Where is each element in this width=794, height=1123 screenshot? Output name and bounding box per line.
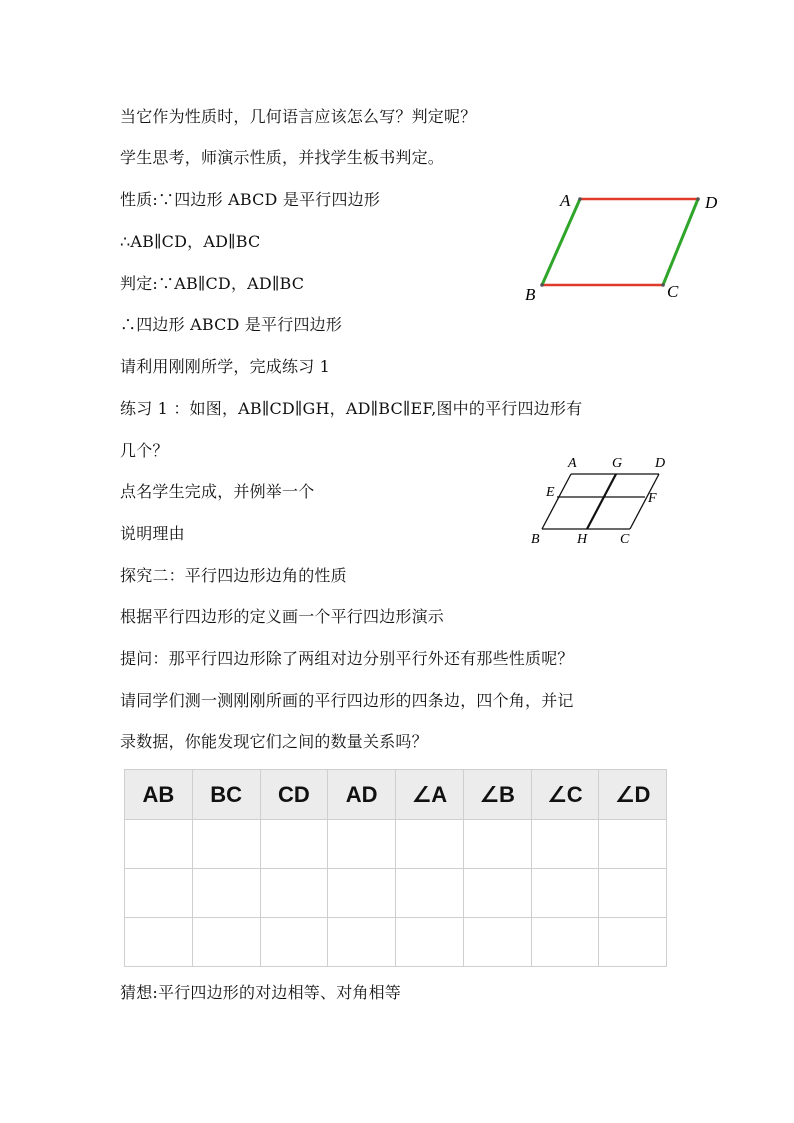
measurement-table <box>124 769 667 967</box>
table-cell <box>531 869 599 918</box>
table-cell <box>328 820 396 869</box>
grid-parallelogram-figure <box>525 450 685 550</box>
text-line-10: 点名学生完成，并例举一个 <box>120 482 315 501</box>
text-line-15: 请同学们测一测刚刚所画的平行四边形的四条边，四个角，并记 <box>120 691 574 710</box>
table-cell <box>125 869 193 918</box>
text-line-9: 几个？ <box>120 441 169 460</box>
table-cell <box>463 820 531 869</box>
label-b2: B <box>531 532 540 547</box>
vertex-a <box>578 197 582 201</box>
label-e: E <box>546 485 555 500</box>
label-c2: C <box>620 532 630 547</box>
text-line-6: ∴四边形 ABCD 是平行四边形 <box>120 315 343 334</box>
text-line-13: 根据平行四边形的定义画一个平行四边形演示 <box>120 607 445 626</box>
table-cell <box>396 820 464 869</box>
label-g: G <box>612 456 623 471</box>
header-ab: AB <box>125 770 193 820</box>
text-line-16: 录数据，你能发现它们之间的数量关系吗？ <box>120 732 428 751</box>
table-cell <box>463 869 531 918</box>
header-angle-c: ∠C <box>531 770 599 820</box>
text-line-7: 请利用刚刚所学，完成练习 1 <box>120 357 331 376</box>
text-line-2: 学生思考，师演示性质，并找学生板书判定。 <box>120 148 445 167</box>
table-cell <box>260 918 328 967</box>
text-line-11: 说明理由 <box>120 524 185 543</box>
table-cell <box>125 820 193 869</box>
table-cell <box>192 918 260 967</box>
table-row <box>125 869 667 918</box>
header-bc: BC <box>192 770 260 820</box>
line-ab <box>542 474 571 529</box>
text-line-12: 探究二：平行四边形边角的性质 <box>120 566 347 585</box>
table-cell <box>531 918 599 967</box>
table-cell <box>599 820 667 869</box>
label-a: A <box>560 191 571 210</box>
text-line-4: ∴AB∥CD，AD∥BC <box>120 232 261 251</box>
vertex-b <box>540 283 544 287</box>
line-gh <box>587 474 616 529</box>
table-cell <box>192 869 260 918</box>
table-cell <box>260 869 328 918</box>
vertex-c <box>661 283 665 287</box>
label-d2: D <box>655 456 666 471</box>
table-cell <box>396 869 464 918</box>
table-cell <box>599 918 667 967</box>
table-cell <box>260 820 328 869</box>
text-line-17: 猜想:平行四边形的对边相等、对角相等 <box>120 983 401 1002</box>
text-line-1: 当它作为性质时，几何语言应该怎么写？判定呢？ <box>120 107 477 126</box>
header-cd: CD <box>260 770 328 820</box>
text-line-5: 判定:∵AB∥CD，AD∥BC <box>120 274 305 293</box>
vertex-d <box>696 197 700 201</box>
label-h: H <box>577 532 588 547</box>
text-line-8: 练习 1 ：如图，AB∥CD∥GH，AD∥BC∥EF,图中的平行四边形有 <box>120 399 583 418</box>
table-cell <box>463 918 531 967</box>
header-ad: AD <box>328 770 396 820</box>
label-a2: A <box>568 456 577 471</box>
side-dc <box>663 199 698 285</box>
label-b: B <box>525 285 536 304</box>
header-angle-d: ∠D <box>599 770 667 820</box>
table-cell <box>328 918 396 967</box>
side-ab <box>542 199 580 285</box>
label-d: D <box>705 193 718 212</box>
table-row <box>125 918 667 967</box>
label-c: C <box>667 282 679 301</box>
table-row <box>125 820 667 869</box>
header-angle-b: ∠B <box>463 770 531 820</box>
label-f: F <box>648 491 657 506</box>
text-line-3: 性质:∵四边形 ABCD 是平行四边形 <box>120 190 381 209</box>
header-angle-a: ∠A <box>396 770 464 820</box>
table-cell <box>531 820 599 869</box>
parallelogram-figure <box>520 185 730 305</box>
table-cell <box>192 820 260 869</box>
table-cell <box>328 869 396 918</box>
text-line-14: 提问：那平行四边形除了两组对边分别平行外还有那些性质呢？ <box>120 649 574 668</box>
table-header-row <box>125 770 667 820</box>
table-cell <box>599 869 667 918</box>
table-cell <box>396 918 464 967</box>
table-cell <box>125 918 193 967</box>
